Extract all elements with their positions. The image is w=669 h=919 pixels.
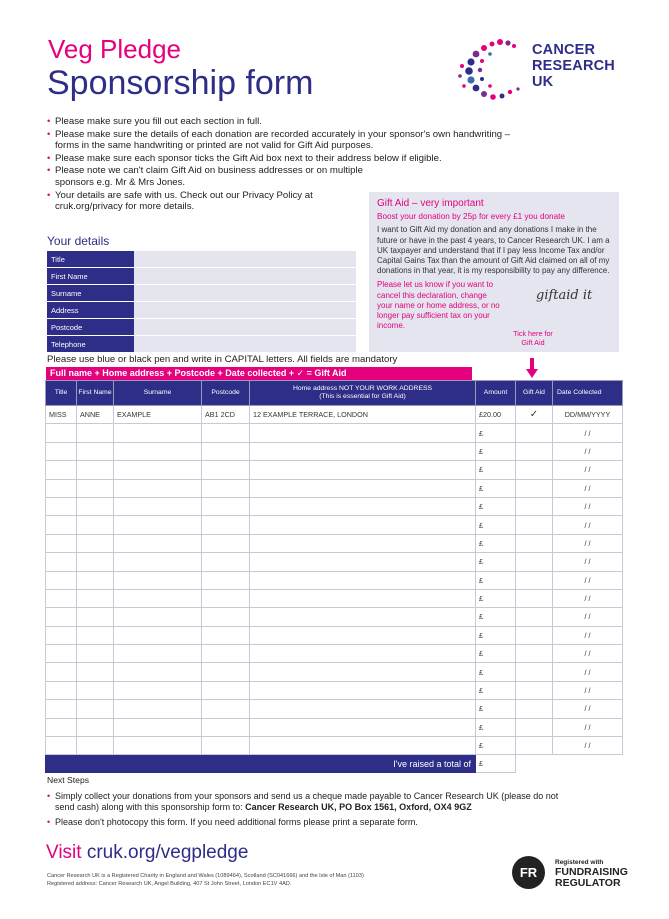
cell-amount: £20.00 <box>476 406 516 424</box>
title-line-1: Veg Pledge <box>48 34 182 64</box>
cell-first-name-input[interactable] <box>77 681 114 699</box>
cell-amount-input[interactable]: £ <box>476 626 516 644</box>
cell-date-input[interactable]: / / <box>553 718 623 736</box>
cell-address-input[interactable] <box>250 645 476 663</box>
cell-first-name-input[interactable] <box>77 479 114 497</box>
cell-first-name-input[interactable] <box>77 497 114 515</box>
col-postcode: Postcode <box>202 381 250 406</box>
cell-postcode: AB1 2CD <box>202 406 250 424</box>
cell-gift-aid-checkbox[interactable] <box>516 718 553 736</box>
cell-date-input[interactable]: / / <box>553 461 623 479</box>
cell-surname-input[interactable] <box>114 442 202 460</box>
cell-gift-aid-checkbox[interactable] <box>516 461 553 479</box>
cell-address-input[interactable] <box>250 663 476 681</box>
cell-first-name-input[interactable] <box>77 442 114 460</box>
cell-title-input[interactable] <box>46 442 77 460</box>
cell-amount-input[interactable]: £ <box>476 700 516 718</box>
col-first-name: First Name <box>77 381 114 406</box>
col-date-collected: Date Collected <box>553 381 623 406</box>
cell-address-input[interactable] <box>250 608 476 626</box>
next-step-item <box>47 791 567 813</box>
cell-gift-aid-checkbox[interactable] <box>516 479 553 497</box>
cell-date-input[interactable]: / / <box>553 645 623 663</box>
cell-amount-input[interactable]: £ <box>476 718 516 736</box>
cell-date-input[interactable]: / / <box>553 737 623 755</box>
cell-surname-input[interactable] <box>114 424 202 442</box>
legal-text <box>47 872 477 888</box>
cell-title-input[interactable] <box>46 534 77 552</box>
cell-amount-input[interactable]: £ <box>476 645 516 663</box>
gift-aid-declaration: I want to Gift Aid my donation and any donations I make in the future or have in the past 4 years, to Cancer Research UK. I am a UK taxpayer and understand that if I pay less Income Tax and/or Capital Gains Tax than the amount of Gift Aid claimed on all of my donations in that year, it is my responsibility to pay any difference. <box>377 225 610 276</box>
cell-address-input[interactable] <box>250 681 476 699</box>
cell-date-input[interactable]: / / <box>553 571 623 589</box>
cell-title-input[interactable] <box>46 571 77 589</box>
cell-postcode-input[interactable] <box>202 645 250 663</box>
cell-title-input[interactable] <box>46 645 77 663</box>
cell-date-input[interactable]: / / <box>553 516 623 534</box>
cell-first-name-input[interactable] <box>77 663 114 681</box>
fr-registered: Registered with <box>555 859 604 866</box>
cell-amount-input[interactable]: £ <box>476 479 516 497</box>
cell-postcode-input[interactable] <box>202 700 250 718</box>
cell-first-name-input[interactable] <box>77 737 114 755</box>
logo-line-3: UK <box>532 74 554 90</box>
col-home-address-note: (This is essential for Gift Aid) <box>319 393 406 400</box>
col-surname: Surname <box>114 381 202 406</box>
table-row <box>46 424 623 442</box>
cell-postcode-input[interactable] <box>202 479 250 497</box>
cell-date-input[interactable]: / / <box>553 681 623 699</box>
cell-surname-input[interactable] <box>114 700 202 718</box>
cell-address-input[interactable] <box>250 461 476 479</box>
cell-surname-input[interactable] <box>114 645 202 663</box>
field-label-first-name: First Name <box>47 268 134 285</box>
first-name-field[interactable] <box>134 268 356 285</box>
table-row <box>46 571 623 589</box>
cell-gift-aid-checkbox[interactable] <box>516 516 553 534</box>
col-home-address <box>250 381 476 406</box>
cell-title-input[interactable] <box>46 424 77 442</box>
next-steps-list <box>47 791 617 832</box>
cell-postcode-input[interactable] <box>202 497 250 515</box>
cell-date-input[interactable]: / / <box>553 442 623 460</box>
cell-date-input[interactable]: / / <box>553 553 623 571</box>
cell-date-input[interactable]: / / <box>553 479 623 497</box>
cell-gift-aid-checkbox[interactable] <box>516 442 553 460</box>
cell-postcode-input[interactable] <box>202 424 250 442</box>
field-label-address: Address <box>47 302 134 319</box>
cell-first-name-input[interactable] <box>77 424 114 442</box>
table-row <box>46 645 623 663</box>
your-details-title: Your details <box>47 234 110 248</box>
cell-amount-input[interactable]: £ <box>476 589 516 607</box>
fundraising-regulator-text <box>555 859 628 889</box>
cell-surname-input[interactable] <box>114 681 202 699</box>
next-steps-title: Next Steps <box>47 775 90 785</box>
cell-amount-input[interactable]: £ <box>476 442 516 460</box>
postal-address: Cancer Research UK, PO Box 1561, Oxford, OX4 9GZ <box>245 802 472 812</box>
cell-postcode-input[interactable] <box>202 737 250 755</box>
cell-amount-input[interactable]: £ <box>476 516 516 534</box>
cell-amount-input[interactable]: £ <box>476 663 516 681</box>
check-icon: ✓ <box>516 406 553 424</box>
cell-amount-input[interactable]: £ <box>476 497 516 515</box>
cell-postcode-input[interactable] <box>202 626 250 644</box>
surname-field[interactable] <box>134 285 356 302</box>
gift-aid-title: Gift Aid – very important <box>377 198 484 209</box>
cell-title-input[interactable] <box>46 589 77 607</box>
title-field[interactable] <box>134 251 356 268</box>
instruction-item: • Please note we can't claim Gift Aid on business addresses or on multiple sponsors e.g. Mr & Mrs Jones. <box>47 165 365 188</box>
fundraising-regulator-icon: FR <box>512 856 545 889</box>
cell-date-input[interactable]: / / <box>553 424 623 442</box>
cell-gift-aid-checkbox[interactable] <box>516 700 553 718</box>
cell-address-input[interactable] <box>250 553 476 571</box>
cell-title-input[interactable] <box>46 681 77 699</box>
cell-address: 12 EXAMPLE TERRACE, LONDON <box>250 406 476 424</box>
cell-surname-input[interactable] <box>114 589 202 607</box>
cell-address-input[interactable] <box>250 571 476 589</box>
field-label-surname: Surname <box>47 285 134 302</box>
cell-gift-aid-checkbox[interactable] <box>516 534 553 552</box>
gift-aid-subtitle: Boost your donation by 25p for every £1 you donate <box>377 212 565 222</box>
cell-gift-aid-checkbox[interactable] <box>516 497 553 515</box>
table-row <box>46 553 623 571</box>
giftaid-it-logo: giftaid it <box>536 288 593 303</box>
pen-instruction: Please use blue or black pen and write in CAPITAL letters. All fields are mandatory <box>47 354 398 365</box>
table-row <box>46 626 623 644</box>
cell-amount-input[interactable]: £ <box>476 461 516 479</box>
cell-amount-input[interactable]: £ <box>476 608 516 626</box>
cell-postcode-input[interactable] <box>202 589 250 607</box>
cell-date-input[interactable]: / / <box>553 663 623 681</box>
next-step-item: • Please don't photocopy this form. If you need additional forms please print a separate form. <box>47 817 617 828</box>
cell-postcode-input[interactable] <box>202 681 250 699</box>
cell-amount-input[interactable]: £ <box>476 681 516 699</box>
page-title: Sponsorship form <box>47 64 314 102</box>
cell-title-input[interactable] <box>46 626 77 644</box>
cell-title-input[interactable] <box>46 737 77 755</box>
total-label: I've raised a total of <box>46 755 476 773</box>
cell-postcode-input[interactable] <box>202 663 250 681</box>
legal-line-1: Cancer Research UK is a Registered Charity in England and Wales (1089464), Scotland (SC041666) and the Isle of Man (1103) <box>47 873 364 879</box>
cell-surname: EXAMPLE <box>114 406 202 424</box>
gift-aid-cancel-note: Please let us know if you want to cancel this declaration, change your name or home address, or no longer pay sufficient tax on your income. <box>377 280 500 331</box>
gift-aid-requirement-bar: Full name + Home address + Postcode + Date collected + ✓ = Gift Aid <box>46 367 472 380</box>
cell-gift-aid-checkbox[interactable] <box>516 608 553 626</box>
total-amount-field[interactable]: £ <box>476 755 516 773</box>
cell-surname-input[interactable] <box>114 534 202 552</box>
cell-gift-aid-checkbox[interactable] <box>516 645 553 663</box>
cell-gift-aid-checkbox[interactable] <box>516 681 553 699</box>
cell-address-input[interactable] <box>250 516 476 534</box>
cell-first-name-input[interactable] <box>77 553 114 571</box>
cell-postcode-input[interactable] <box>202 718 250 736</box>
cell-first-name-input[interactable] <box>77 718 114 736</box>
table-row <box>46 461 623 479</box>
table-row <box>46 681 623 699</box>
cell-date-input[interactable]: / / <box>553 589 623 607</box>
cell-gift-aid-checkbox[interactable] <box>516 589 553 607</box>
cell-gift-aid-checkbox[interactable] <box>516 626 553 644</box>
cell-first-name-input[interactable] <box>77 626 114 644</box>
cell-title-input[interactable] <box>46 497 77 515</box>
cell-gift-aid-checkbox[interactable] <box>516 737 553 755</box>
col-gift-aid: Gift Aid <box>516 381 553 406</box>
cell-first-name-input[interactable] <box>77 700 114 718</box>
cell-address-input[interactable] <box>250 589 476 607</box>
col-amount: Amount <box>476 381 516 406</box>
cell-address-input[interactable] <box>250 497 476 515</box>
instruction-item: • Please make sure the details of each donation are recorded accurately in your sponsor's own handwriting – forms in the same handwriting or printed are not valid for Gift Aid purposes. <box>47 129 527 152</box>
table-row <box>46 589 623 607</box>
table-row <box>46 700 623 718</box>
cell-first-name-input[interactable] <box>77 608 114 626</box>
cell-surname-input[interactable] <box>114 608 202 626</box>
cell-address-input[interactable] <box>250 700 476 718</box>
gift-aid-panel <box>369 192 619 352</box>
cell-surname-input[interactable] <box>114 663 202 681</box>
cell-date-input[interactable]: / / <box>553 626 623 644</box>
logo-line-1: CANCER <box>532 42 596 58</box>
cell-title-input[interactable] <box>46 700 77 718</box>
legal-line-2: Registered address: Cancer Research UK, Angel Building, 407 St John Street, London EC1V 4AD. <box>47 881 292 887</box>
total-row <box>46 755 623 773</box>
cell-gift-aid-checkbox[interactable] <box>516 663 553 681</box>
cell-surname-input[interactable] <box>114 737 202 755</box>
cell-surname-input[interactable] <box>114 571 202 589</box>
logo-dot-swirl <box>458 39 519 100</box>
cell-surname-input[interactable] <box>114 553 202 571</box>
cell-postcode-input[interactable] <box>202 442 250 460</box>
cell-date: DD/MM/YYYY <box>553 406 623 424</box>
table-row <box>46 718 623 736</box>
example-row <box>46 406 623 424</box>
sponsorship-table <box>45 380 623 773</box>
cell-date-input[interactable]: / / <box>553 497 623 515</box>
cell-title-input[interactable] <box>46 663 77 681</box>
visit-prefix: Visit <box>46 842 82 863</box>
telephone-field[interactable] <box>134 336 356 353</box>
field-label-telephone: Telephone <box>47 336 134 353</box>
cell-gift-aid-checkbox[interactable] <box>516 424 553 442</box>
table-row <box>46 516 623 534</box>
cell-title-input[interactable] <box>46 461 77 479</box>
cell-first-name-input[interactable] <box>77 534 114 552</box>
cell-title: MISS <box>46 406 77 424</box>
instruction-item: • Please make sure you fill out each section in full. <box>47 116 527 128</box>
table-row <box>46 534 623 552</box>
table-header-row <box>46 381 623 406</box>
cell-first-name: ANNE <box>77 406 114 424</box>
cell-first-name-input[interactable] <box>77 571 114 589</box>
cell-surname-input[interactable] <box>114 626 202 644</box>
cell-gift-aid-checkbox[interactable] <box>516 571 553 589</box>
cell-surname-input[interactable] <box>114 461 202 479</box>
cell-amount-input[interactable]: £ <box>476 424 516 442</box>
next-step-1-text: Simply collect your donations from your sponsors and send us a cheque made payable to Cancer Research UK (please do not send cash) along with this sponsorship form to: <box>55 791 559 812</box>
cell-amount-input[interactable]: £ <box>476 571 516 589</box>
visit-line <box>46 842 248 864</box>
cell-date-input[interactable]: / / <box>553 608 623 626</box>
your-details-table <box>47 250 356 353</box>
cell-date-input[interactable]: / / <box>553 700 623 718</box>
cell-first-name-input[interactable] <box>77 461 114 479</box>
instruction-item: • Please make sure each sponsor ticks the Gift Aid box next to their address below if eligible. <box>47 153 527 165</box>
cell-postcode-input[interactable] <box>202 571 250 589</box>
table-row <box>46 497 623 515</box>
cell-address-input[interactable] <box>250 442 476 460</box>
logo-wordmark <box>532 42 615 90</box>
fr-line-2: REGULATOR <box>555 877 621 889</box>
table-row <box>46 442 623 460</box>
cell-amount-input[interactable]: £ <box>476 737 516 755</box>
cell-surname-input[interactable] <box>114 497 202 515</box>
col-title: Title <box>46 381 77 406</box>
cell-amount-input[interactable]: £ <box>476 534 516 552</box>
cell-title-input[interactable] <box>46 608 77 626</box>
table-row <box>46 663 623 681</box>
cell-postcode-input[interactable] <box>202 534 250 552</box>
cell-address-input[interactable] <box>250 626 476 644</box>
table-row <box>46 479 623 497</box>
total-spacer <box>516 755 623 773</box>
cell-amount-input[interactable]: £ <box>476 553 516 571</box>
tick-here-note: Tick here for Gift Aid <box>513 329 553 347</box>
cell-address-input[interactable] <box>250 479 476 497</box>
cell-surname-input[interactable] <box>114 718 202 736</box>
fr-line-1: FUNDRAISING <box>555 866 628 878</box>
cell-address-input[interactable] <box>250 424 476 442</box>
col-home-address-label: Home address NOT YOUR WORK ADDRESS <box>292 385 433 392</box>
field-label-postcode: Postcode <box>47 319 134 336</box>
cell-surname-input[interactable] <box>114 479 202 497</box>
cell-postcode-input[interactable] <box>202 516 250 534</box>
cell-title-input[interactable] <box>46 516 77 534</box>
cell-postcode-input[interactable] <box>202 608 250 626</box>
cell-postcode-input[interactable] <box>202 461 250 479</box>
postcode-field[interactable] <box>134 319 356 336</box>
table-row <box>46 608 623 626</box>
cell-title-input[interactable] <box>46 479 77 497</box>
cell-date-input[interactable]: / / <box>553 534 623 552</box>
address-field[interactable] <box>134 302 356 319</box>
cell-title-input[interactable] <box>46 553 77 571</box>
cell-gift-aid-checkbox[interactable] <box>516 553 553 571</box>
cell-first-name-input[interactable] <box>77 516 114 534</box>
field-label-title: Title <box>47 251 134 268</box>
cell-address-input[interactable] <box>250 718 476 736</box>
cell-title-input[interactable] <box>46 718 77 736</box>
visit-url-link[interactable]: cruk.org/vegpledge <box>86 842 249 863</box>
cell-surname-input[interactable] <box>114 516 202 534</box>
instruction-item: • Your details are safe with us. Check out our Privacy Policy at cruk.org/privacy for more details. <box>47 190 347 213</box>
arrow-down-icon <box>526 358 538 378</box>
cell-postcode-input[interactable] <box>202 553 250 571</box>
cell-first-name-input[interactable] <box>77 645 114 663</box>
cell-address-input[interactable] <box>250 534 476 552</box>
table-row <box>46 737 623 755</box>
cell-first-name-input[interactable] <box>77 589 114 607</box>
logo-line-2: RESEARCH <box>532 58 615 74</box>
cell-address-input[interactable] <box>250 737 476 755</box>
